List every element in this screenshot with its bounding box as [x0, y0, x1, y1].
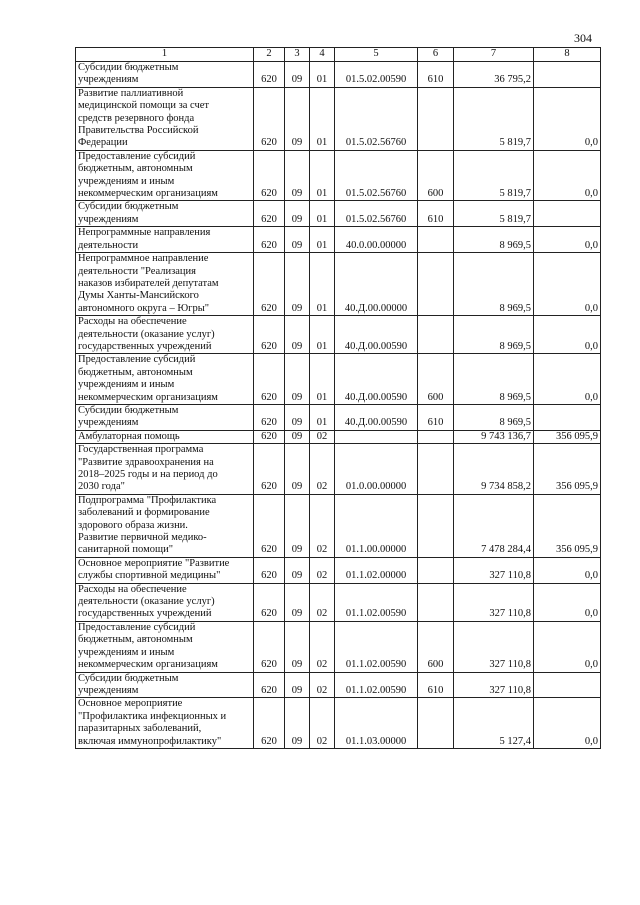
code-gr-cell: 620 [254, 404, 285, 430]
code-rz-cell: 09 [285, 494, 310, 557]
code-gr-cell: 620 [254, 316, 285, 354]
amount-subvention-cell: 356 095,9 [534, 430, 601, 443]
code-csr-cell: 40.Д.00.00590 [335, 404, 418, 430]
code-vr-cell: 600 [418, 354, 454, 405]
amount-cell: 8 969,5 [454, 316, 534, 354]
amount-subvention-cell: 0,0 [534, 253, 601, 316]
code-pr-cell: 01 [310, 87, 335, 150]
column-header: 2 [254, 48, 285, 62]
row-name-cell: Предоставление субсидий бюджетным, автономным учреждениям и иным некоммерческим организациям [76, 354, 254, 405]
code-gr-cell: 620 [254, 444, 285, 495]
amount-cell: 8 969,5 [454, 354, 534, 405]
row-name-cell: Развитие паллиативной медицинской помощи за счет средств резервного фонда Правительства Российской Федерации [76, 87, 254, 150]
code-vr-cell [418, 494, 454, 557]
code-pr-cell: 02 [310, 621, 335, 672]
amount-subvention-cell: 0,0 [534, 87, 601, 150]
code-gr-cell: 620 [254, 150, 285, 201]
code-rz-cell: 09 [285, 253, 310, 316]
code-gr-cell: 620 [254, 87, 285, 150]
row-name-cell: Подпрограмма "Профилактика заболеваний и формирование здорового образа жизни. Развитие первичной медико- санитарной помощи" [76, 494, 254, 557]
table-row [76, 201, 601, 227]
code-csr-cell: 01.1.00.00000 [335, 494, 418, 557]
code-csr-cell: 01.5.02.56760 [335, 87, 418, 150]
code-gr-cell: 620 [254, 698, 285, 749]
row-name-cell: Субсидии бюджетным учреждениям [76, 404, 254, 430]
table-row [76, 621, 601, 672]
table-row [76, 672, 601, 698]
code-csr-cell: 01.1.03.00000 [335, 698, 418, 749]
table-row [76, 698, 601, 749]
code-csr-cell: 40.Д.00.00000 [335, 253, 418, 316]
amount-subvention-cell: 0,0 [534, 150, 601, 201]
code-gr-cell: 620 [254, 430, 285, 443]
code-vr-cell [418, 253, 454, 316]
row-name-cell: Основное мероприятие "Профилактика инфекционных и паразитарных заболеваний, включая иммунопрофилактику" [76, 698, 254, 749]
code-gr-cell: 620 [254, 201, 285, 227]
code-rz-cell: 09 [285, 201, 310, 227]
amount-cell: 5 819,7 [454, 201, 534, 227]
code-gr-cell: 620 [254, 62, 285, 88]
row-name-cell: Расходы на обеспечение деятельности (оказание услуг) государственных учреждений [76, 583, 254, 621]
code-vr-cell [418, 444, 454, 495]
budget-table [75, 47, 601, 749]
code-vr-cell [418, 87, 454, 150]
code-pr-cell: 02 [310, 557, 335, 583]
code-gr-cell: 620 [254, 494, 285, 557]
code-csr-cell: 01.1.02.00590 [335, 621, 418, 672]
row-name-cell: Предоставление субсидий бюджетным, автономным учреждениям и иным некоммерческим организациям [76, 621, 254, 672]
amount-cell: 8 969,5 [454, 253, 534, 316]
code-gr-cell: 620 [254, 672, 285, 698]
amount-cell: 327 110,8 [454, 621, 534, 672]
table-row [76, 430, 601, 443]
amount-cell: 7 478 284,4 [454, 494, 534, 557]
code-pr-cell: 01 [310, 404, 335, 430]
code-csr-cell: 40.Д.00.00590 [335, 354, 418, 405]
amount-subvention-cell [534, 404, 601, 430]
column-header: 3 [285, 48, 310, 62]
code-gr-cell: 620 [254, 253, 285, 316]
amount-subvention-cell: 0,0 [534, 316, 601, 354]
code-csr-cell: 01.5.02.00590 [335, 62, 418, 88]
table-row [76, 316, 601, 354]
amount-subvention-cell: 356 095,9 [534, 494, 601, 557]
table-row [76, 87, 601, 150]
code-pr-cell: 01 [310, 201, 335, 227]
code-gr-cell: 620 [254, 583, 285, 621]
amount-cell: 327 110,8 [454, 583, 534, 621]
code-csr-cell: 40.Д.00.00590 [335, 316, 418, 354]
table-row [76, 444, 601, 495]
code-rz-cell: 09 [285, 316, 310, 354]
code-pr-cell: 02 [310, 583, 335, 621]
table-row [76, 62, 601, 88]
row-name-cell: Государственная программа "Развитие здравоохранения на 2018–2025 годы и на период до 2030 года" [76, 444, 254, 495]
code-pr-cell: 02 [310, 494, 335, 557]
amount-cell: 5 819,7 [454, 87, 534, 150]
code-vr-cell [418, 557, 454, 583]
code-csr-cell: 01.1.02.00590 [335, 672, 418, 698]
table-row [76, 404, 601, 430]
table-row [76, 253, 601, 316]
amount-subvention-cell: 0,0 [534, 227, 601, 253]
amount-cell: 327 110,8 [454, 672, 534, 698]
amount-cell: 327 110,8 [454, 557, 534, 583]
code-pr-cell: 02 [310, 430, 335, 443]
amount-cell: 8 969,5 [454, 404, 534, 430]
amount-cell: 5 127,4 [454, 698, 534, 749]
code-rz-cell: 09 [285, 557, 310, 583]
row-name-cell: Субсидии бюджетным учреждениям [76, 672, 254, 698]
code-rz-cell: 09 [285, 404, 310, 430]
amount-cell: 9 734 858,2 [454, 444, 534, 495]
code-pr-cell: 01 [310, 354, 335, 405]
amount-subvention-cell: 0,0 [534, 354, 601, 405]
amount-subvention-cell [534, 62, 601, 88]
column-header: 8 [534, 48, 601, 62]
code-csr-cell [335, 430, 418, 443]
row-name-cell: Непрограммные направления деятельности [76, 227, 254, 253]
table-row [76, 494, 601, 557]
column-header: 6 [418, 48, 454, 62]
amount-subvention-cell: 0,0 [534, 557, 601, 583]
code-gr-cell: 620 [254, 227, 285, 253]
code-rz-cell: 09 [285, 430, 310, 443]
row-name-cell: Амбулаторная помощь [76, 430, 254, 443]
table-row [76, 354, 601, 405]
column-header: 7 [454, 48, 534, 62]
code-csr-cell: 01.1.02.00590 [335, 583, 418, 621]
code-rz-cell: 09 [285, 62, 310, 88]
code-pr-cell: 01 [310, 150, 335, 201]
code-pr-cell: 01 [310, 253, 335, 316]
amount-subvention-cell [534, 201, 601, 227]
amount-subvention-cell: 356 095,9 [534, 444, 601, 495]
code-rz-cell: 09 [285, 698, 310, 749]
code-vr-cell [418, 583, 454, 621]
code-vr-cell [418, 227, 454, 253]
row-name-cell: Основное мероприятие "Развитие службы спортивной медицины" [76, 557, 254, 583]
row-name-cell: Субсидии бюджетным учреждениям [76, 62, 254, 88]
code-pr-cell: 01 [310, 62, 335, 88]
code-pr-cell: 02 [310, 698, 335, 749]
code-rz-cell: 09 [285, 672, 310, 698]
code-rz-cell: 09 [285, 621, 310, 672]
code-vr-cell: 610 [418, 62, 454, 88]
column-header: 1 [76, 48, 254, 62]
table-row [76, 583, 601, 621]
table-row [76, 227, 601, 253]
code-vr-cell [418, 430, 454, 443]
code-gr-cell: 620 [254, 621, 285, 672]
amount-cell: 9 743 136,7 [454, 430, 534, 443]
code-pr-cell: 02 [310, 444, 335, 495]
amount-cell: 36 795,2 [454, 62, 534, 88]
row-name-cell: Расходы на обеспечение деятельности (оказание услуг) государственных учреждений [76, 316, 254, 354]
amount-subvention-cell: 0,0 [534, 621, 601, 672]
code-rz-cell: 09 [285, 354, 310, 405]
code-rz-cell: 09 [285, 87, 310, 150]
row-name-cell: Непрограммное направление деятельности "Реализация наказов избирателей депутатам Думы Ханты-Мансийского автономного округа – Югры" [76, 253, 254, 316]
row-name-cell: Субсидии бюджетным учреждениям [76, 201, 254, 227]
code-vr-cell: 610 [418, 201, 454, 227]
code-csr-cell: 01.5.02.56760 [335, 150, 418, 201]
code-rz-cell: 09 [285, 150, 310, 201]
code-gr-cell: 620 [254, 557, 285, 583]
table-row [76, 150, 601, 201]
code-rz-cell: 09 [285, 583, 310, 621]
code-gr-cell: 620 [254, 354, 285, 405]
code-vr-cell: 600 [418, 150, 454, 201]
column-header: 4 [310, 48, 335, 62]
column-header: 5 [335, 48, 418, 62]
code-rz-cell: 09 [285, 444, 310, 495]
code-pr-cell: 02 [310, 672, 335, 698]
table-row [76, 557, 601, 583]
amount-cell: 8 969,5 [454, 227, 534, 253]
code-csr-cell: 01.5.02.56760 [335, 201, 418, 227]
code-vr-cell [418, 698, 454, 749]
code-vr-cell [418, 316, 454, 354]
code-csr-cell: 40.0.00.00000 [335, 227, 418, 253]
row-name-cell: Предоставление субсидий бюджетным, автономным учреждениям и иным некоммерческим организациям [76, 150, 254, 201]
code-csr-cell: 01.0.00.00000 [335, 444, 418, 495]
amount-subvention-cell [534, 672, 601, 698]
code-csr-cell: 01.1.02.00000 [335, 557, 418, 583]
amount-cell: 5 819,7 [454, 150, 534, 201]
page-number: 304 [574, 31, 592, 45]
amount-subvention-cell: 0,0 [534, 583, 601, 621]
header-row [76, 48, 601, 62]
code-vr-cell: 610 [418, 404, 454, 430]
code-vr-cell: 600 [418, 621, 454, 672]
code-rz-cell: 09 [285, 227, 310, 253]
code-pr-cell: 01 [310, 227, 335, 253]
code-vr-cell: 610 [418, 672, 454, 698]
amount-subvention-cell: 0,0 [534, 698, 601, 749]
code-pr-cell: 01 [310, 316, 335, 354]
